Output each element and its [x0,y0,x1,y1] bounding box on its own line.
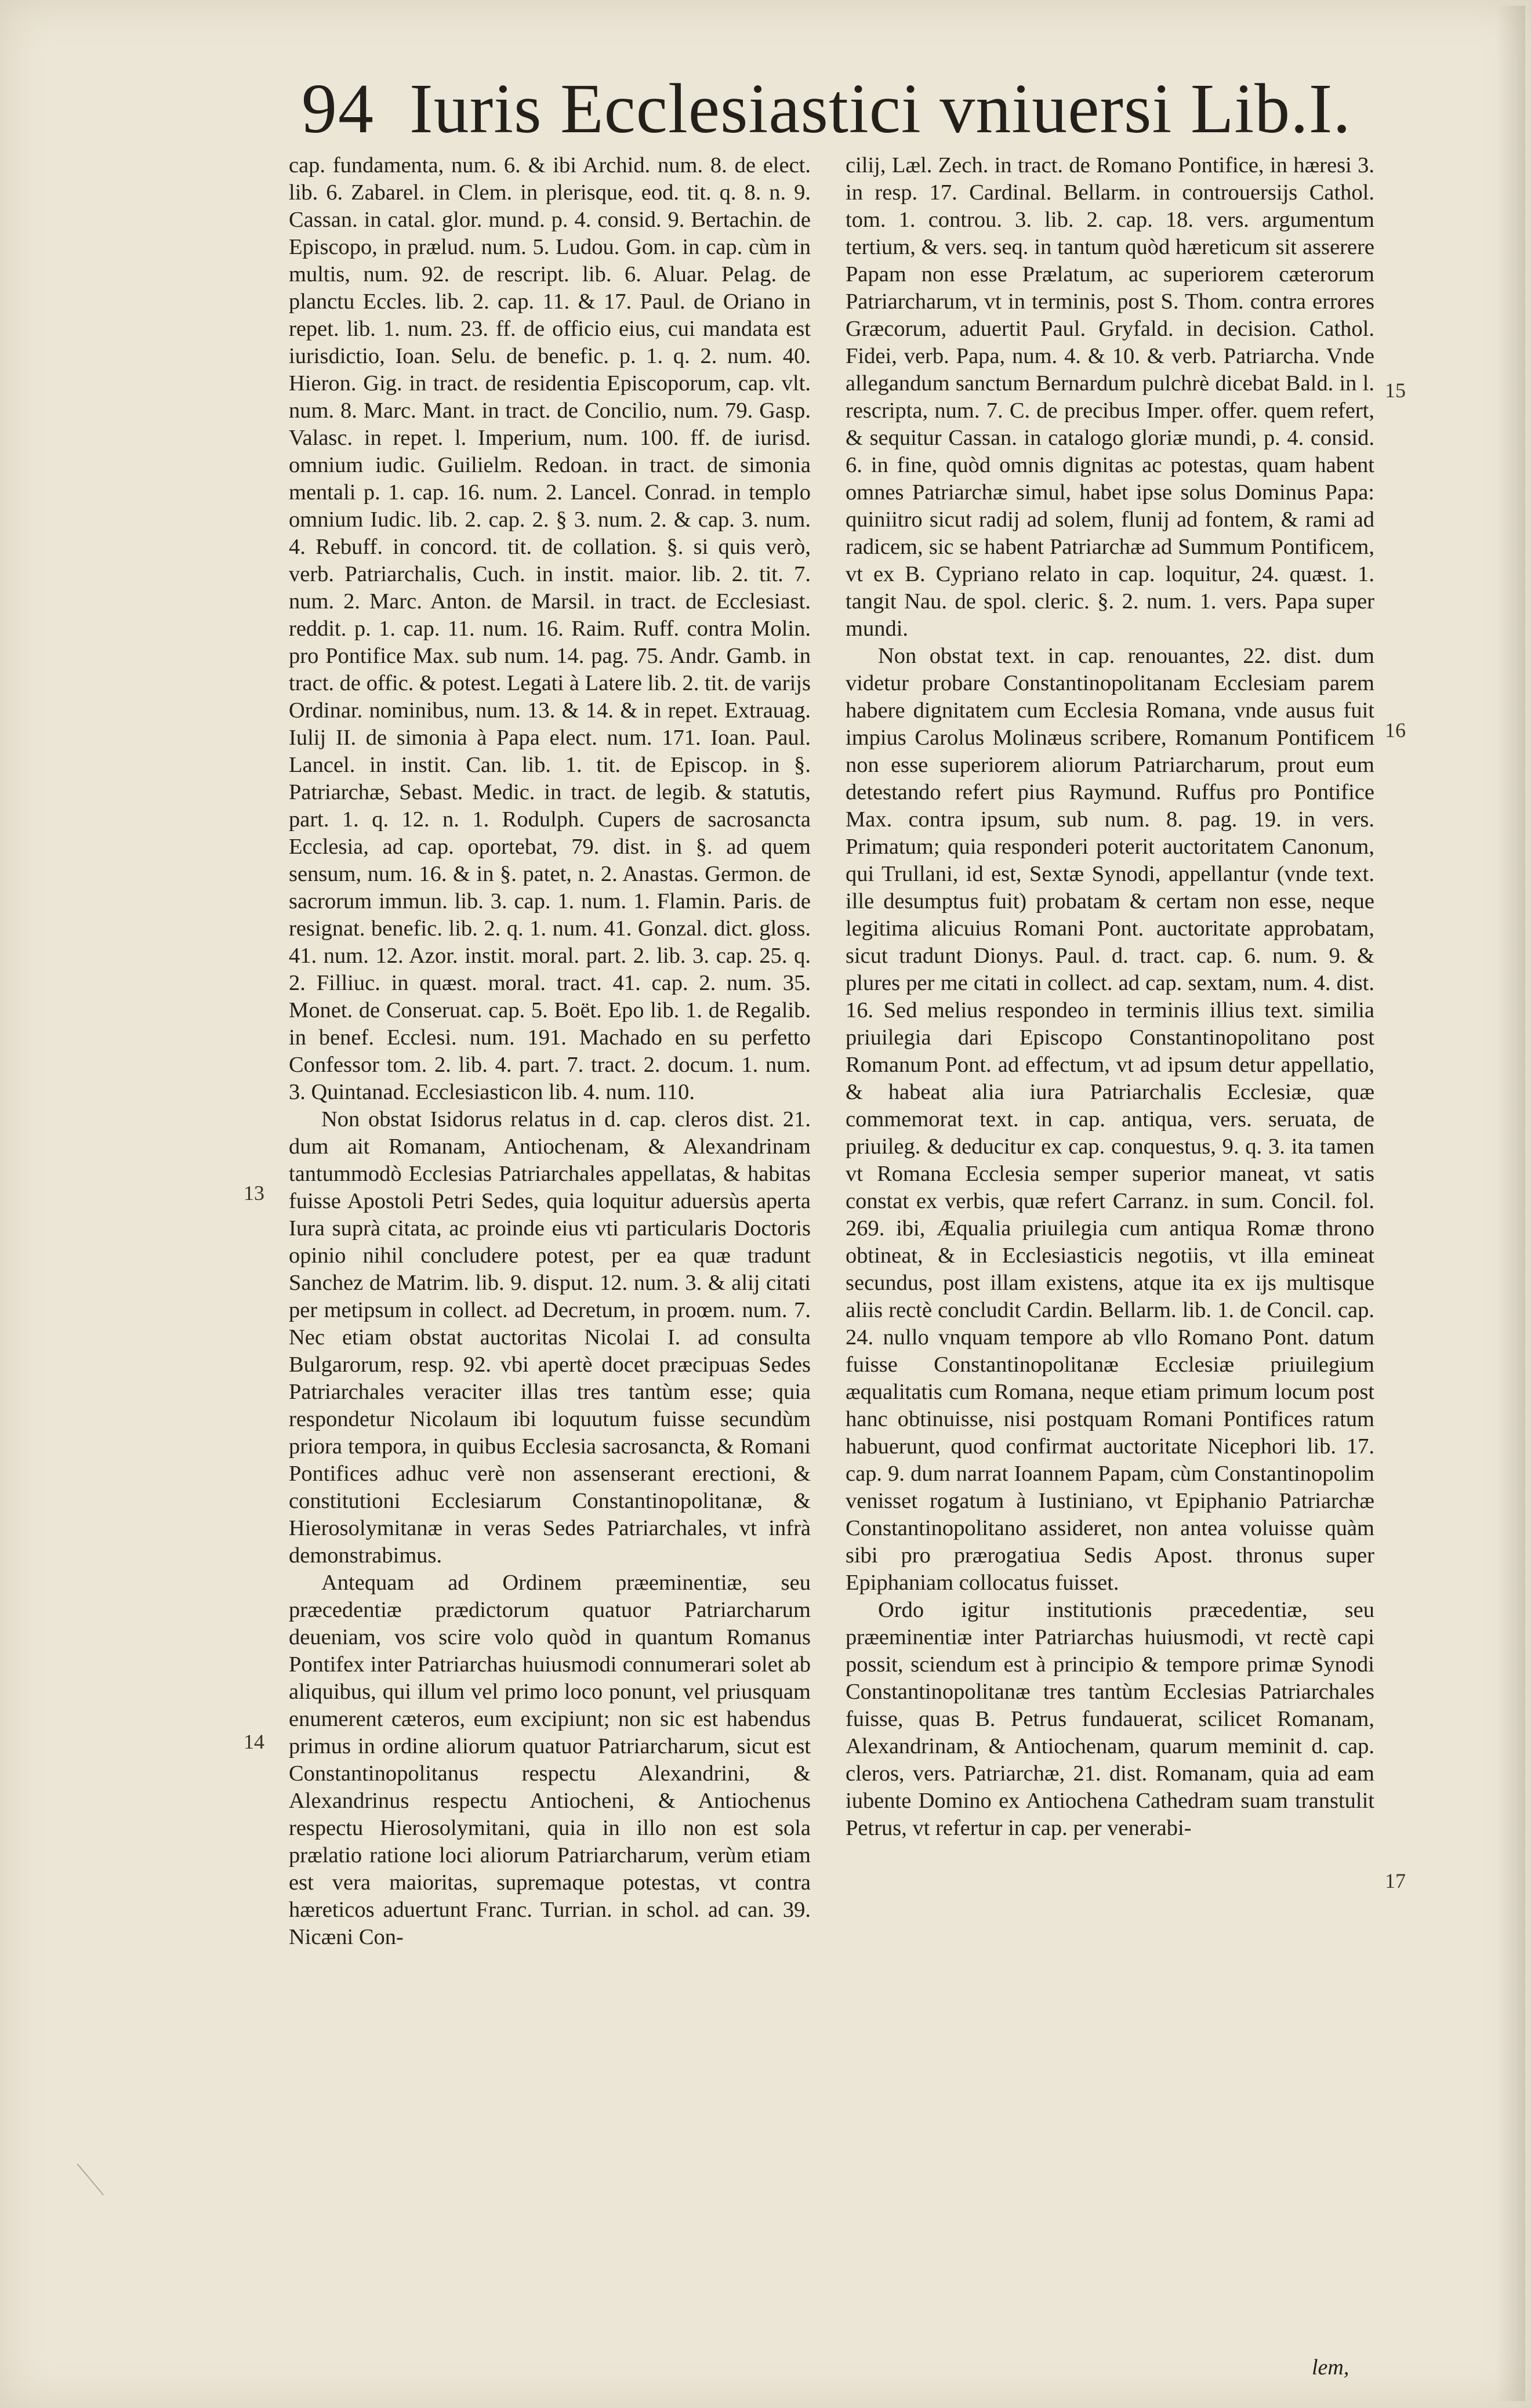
left-paragraph-3: Antequam ad Ordinem præeminentiæ, seu præcedentiæ prædictorum quatuor Patriarcharum deueniam, vos scire volo quòd in quantum Romanus Pontifex inter Patriarchas huiusmodi connumerari solet ab aliquibus, qui illum vel primo loco ponunt, vel priusquam enumerent cæteros, eum excipiunt; non sic est habendus primus in ordine aliorum quatuor Patriarcharum, sicut est Constantinopolitanus respectu Alexandrini, & Alexandrinus respectu Antiocheni, & Antiochenus respectu Hierosolymitani, quia in illo non est sola prælatio ratione loci aliorum Patriarcharum, verùm etiam est vera maioritas, supremaque potestas, vt contra hæreticos aduertunt Franc. Turrian. in schol. ad can. 39. Nicæni Con- [289,1571,811,1949]
page-gutter-shadow [1496,6,1525,2401]
pen-mark [77,2149,121,2196]
page-header [302,68,1351,155]
margin-number-17: 17 [1385,1869,1406,1892]
right-paragraph-3: Ordo igitur institutionis præcedentiæ, seu præeminentiæ inter Patriarchas huiusmodi, vt rectè capi possit, sciendum est à principio & tempore primæ Synodi Constantinopolitanæ tres tantùm Ecclesias Patriarchales fuisse, quas B. Petrus fundauerat, scilicet Romanam, Alexandrinam, & Antiochenam, quarum meminit d. cap. cleros, vers. Patriarchæ, 21. dist. Romanam, quia ad eam iubente Domino ex Antiochena Cathedram suam transtulit Petrus, vt refertur in cap. per venerabi- [846,1598,1374,1840]
left-paragraph-1: cap. fundamenta, num. 6. & ibi Archid. num. 8. de elect. lib. 6. Zabarel. in Clem. in plerisque, eod. tit. q. 8. n. 9. Cassan. in catal. glor. mund. p. 4. consid. 9. Bertachin. de Episcopo, in prælud. num. 5. Ludou. Gom. in cap. cùm in multis, num. 92. de rescript. lib. 6. Aluar. Pelag. de planctu Eccles. lib. 2. cap. 11. & 17. Paul. de Oriano in repet. lib. 1. num. 23. ff. de officio eius, cui mandata est iurisdictio, Ioan. Selu. de benefic. p. 1. q. 2. num. 40. Hieron. Gig. in tract. de residentia Episcoporum, cap. vlt. num. 8. Marc. Mant. in tract. de Concilio, num. 79. Gasp. Valasc. in repet. l. Imperium, num. 100. ff. de iurisd. omnium iudic. Guilielm. Redoan. in tract. de simonia mentali p. 1. cap. 16. num. 2. Lancel. Conrad. in templo omnium Iudic. lib. 2. cap. 2. § 3. num. 2. & cap. 3. num. 4. Rebuff. in concord. tit. de collation. §. si quis verò, verb. Patriarchalis, Cuch. in instit. maior. lib. 2. tit. 7. num. 2. Marc. Anton. de Marsil. in tract. de Ecclesiast. reddit. p. 1. cap. 11. num. 16. Raim. Ruff. contra Molin. pro Pontifice Max. sub num. 14. pag. 75. Andr. Gamb. in tract. de offic. & potest. Legati à Latere lib. 2. tit. de varijs Ordinar. nominibus, num. 13. & 14. & in repet. Extrauag. Iulij II. de simonia à Papa elect. num. 171. Ioan. Paul. Lancel. in instit. Can. lib. 1. tit. de Episcop. in §. Patriarchæ, Sebast. Medic. in tract. de legib. & statutis, part. 1. q. 12. n. 1. Rodulph. Cupers de sacrosancta Ecclesia, ad cap. oportebat, 79. dist. in §. ad quem sensum, num. 16. & in §. patet, n. 2. Anastas. Germon. de sacrorum immun. lib. 3. cap. 1. num. 1. Flamin. Paris. de resignat. benefic. lib. 2. q. 1. num. 41. Gonzal. dict. gloss. 41. num. 12. Azor. instit. moral. part. 2. lib. 3. cap. 25. q. 2. Filliuc. in quæst. moral. tract. 41. cap. 2. num. 35. Monet. de Conseruat. cap. 5. Boët. Epo lib. 1. de Regalib. in benef. Ecclesi. num. 191. Machado en su perfetto Confessor tom. 2. lib. 4. part. 7. tract. 2. docum. 1. num. 3. Quintanad. Ecclesiasticon lib. 4. num. 110. [289,153,811,1104]
margin-number-14: 14 [244,1730,264,1753]
margin-number-15: 15 [1385,379,1406,402]
catchword: lem, [1312,2355,1349,2380]
right-paragraph-1: cilij, Læl. Zech. in tract. de Romano Pontifice, in hæresi 3. in resp. 17. Cardinal. Bellarm. in controuersijs Cathol. tom. 1. controu. 3. lib. 2. cap. 18. vers. argumentum tertium, & vers. seq. in tantum quòd hæreticum sit asserere Papam non esse Prælatum, ac superiorem cæterorum Patriarcharum, vt in terminis, post S. Thom. contra errores Græcorum, aduertit Paul. Gryfald. in decision. Cathol. Fidei, verb. Papa, num. 4. & 10. & verb. Patriarcha. Vnde allegandum sanctum Bernardum pulchrè dicebat Bald. in l. rescripta, num. 7. C. de precibus Imper. offer. quem refert, & sequitur Cassan. in catalogo gloriæ mundi, p. 4. consid. 6. in fine, quòd omnis dignitas ac potestas, quam habent omnes Patriarchæ simul, habet ipse solus Dominus Papa: quiniitro sicut radij ad solem, flunij ad fontem, & rami ad radicem, sic se habent Patriarchæ ad Summum Pontificem, vt ex B. Cypriano relato in cap. loquitur, 24. quæst. 1. tangit Nau. de spol. cleric. §. 2. num. 1. vers. Papa super mundi. [846,153,1374,641]
page-number: 94 [302,70,375,148]
margin-number-16: 16 [1385,719,1406,742]
right-paragraph-2: Non obstat text. in cap. renouantes, 22. dist. dum videtur probare Constantinopolitanam Ecclesiam parem habere dignitatem cum Ecclesia Romana, vnde ausus fuit impius Carolus Molinæus scribere, Romanum Pontificem non esse superiorem aliorum Patriarcharum, prout eum detestando refert pius Raymund. Ruffus pro Pontifice Max. contra ipsum, sub num. 8. pag. 19. in vers. Primatum; quia responderi poterit auctoritatem Canonum, qui Trullani, id est, Sextæ Synodi, appellantur (vnde text. ille desumptus fuit) probatam & certam non esse, neque legitima alicuius Romani Pont. auctoritate approbatam, sicut tradunt Dionys. Paul. d. tract. cap. 6. num. 9. & plures per me citati in collect. ad cap. sextam, num. 4. dist. 16. Sed melius respondeo in terminis illius text. similia priuilegia dari Episcopo Constantinopolitano post Romanum Pont. ad effectum, vt ad ipsum detur appellatio, & habeat alia iura Patriarchalis Ecclesiæ, quæ commemorat text. in cap. antiqua, vers. seruata, de priuileg. & deducitur ex cap. conquestus, 9. q. 3. ita tamen vt Romana Ecclesia semper superior maneat, vt satis constat ex verbis, quæ refert Carranz. in sum. Concil. fol. 269. ibi, Æqualia priuilegia cum antiqua Romæ throno obtineat, & in Ecclesiasticis negotiis, vt illa emineat secundus, post illam existens, atque ita ex ijs multisque aliis rectè concludit Cardin. Bellarm. lib. 1. de Concil. cap. 24. nullo vnquam tempore ab vllo Romano Pont. datum fuisse Constantinopolitanæ Ecclesiæ priuilegium æqualitatis cum Romana, neque etiam primum locum post hanc obtinuisse, nisi postquam Romani Pontifices ratum habuerunt, quod confirmat auctoritate Nicephori lib. 17. cap. 9. dum narrat Ioannem Papam, cùm Constantinopolim venisset rogatum à Iustiniano, vt Epiphanio Patriarchæ Constantinopolitano assideret, non antea voluisse quàm sibi pro prærogatiua Sedis Apost. thronus super Epiphaniam collocatus fuisset. [846,644,1374,1595]
left-paragraph-2: Non obstat Isidorus relatus in d. cap. cleros dist. 21. dum ait Romanam, Antiochenam, & Alexandrinam tantummodò Ecclesias Patriarchales appellatas, & habitas fuisse Apostoli Petri Sedes, quia loquitur aduersùs aperta Iura suprà citata, ac proinde eius vti particularis Doctoris opinio nihil concludere potest, per ea quæ tradunt Sanchez de Matrim. lib. 9. disput. 12. num. 3. & alij citati per metipsum in collect. ad Decretum, in proœm. num. 7. Nec etiam obstat auctoritas Nicolai I. ad consulta Bulgarorum, resp. 92. vbi apertè docet præcipuas Sedes Patriarchales veraciter illas tres tantùm esse; quia respondetur Nicolaum ibi loquutum fuisse secundùm priora tempora, in quibus Ecclesia sacrosancta, & Romani Pontifices adhuc verè non assenserant erectioni, & constitutioni Ecclesiarum Constantinopolitanæ, & Hierosolymitanæ in veras Sedes Patriarchales, vt infrà demonstrabimus. [289,1107,811,1568]
running-title: Iuris Ecclesiastici vniuersi Lib.I. [409,70,1351,148]
left-column [289,152,811,1951]
right-column [846,152,1374,1842]
margin-number-13: 13 [244,1181,264,1205]
